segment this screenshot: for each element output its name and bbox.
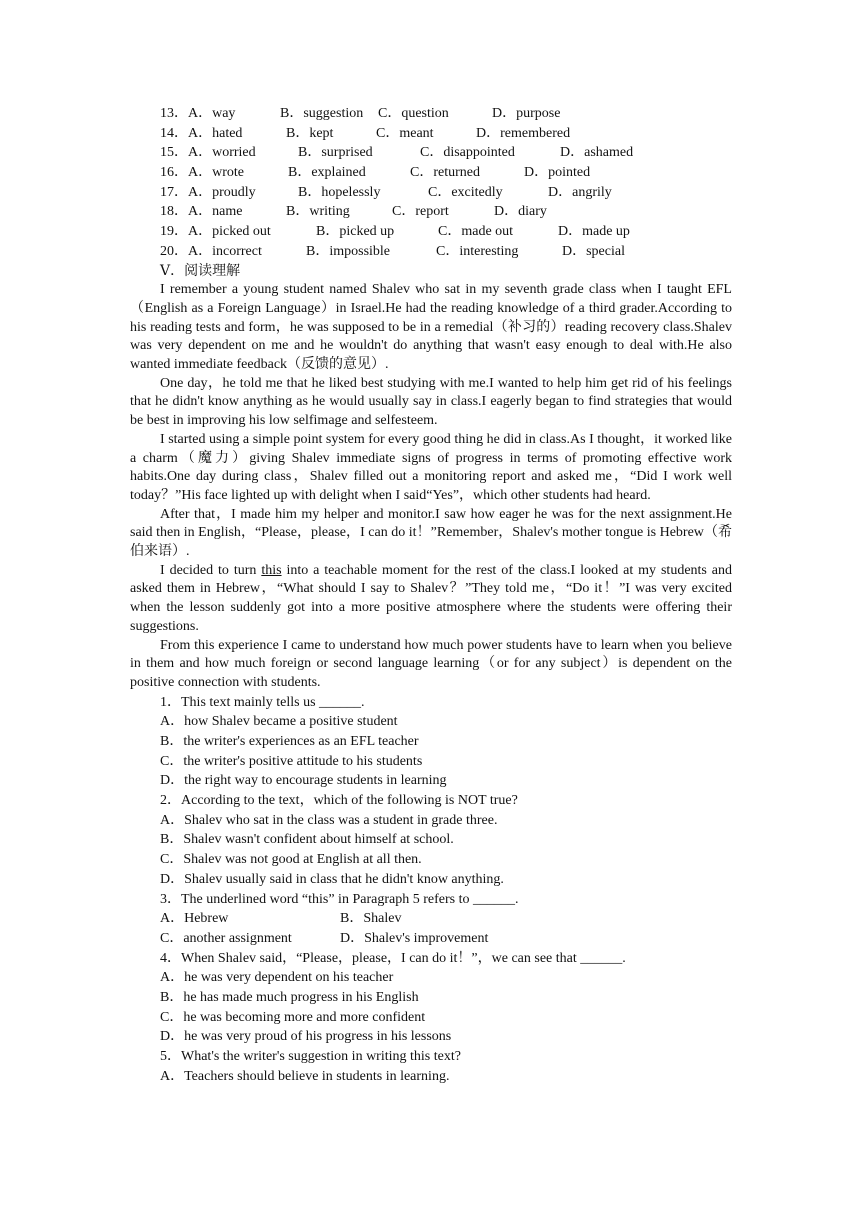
question-number: 19． [160,224,188,240]
option-c: C．the writer's positive attitude to his students [160,753,423,769]
p5-text-before: I decided to turn [160,562,262,578]
option-b: B．surprised [298,145,373,161]
section-title: Ⅴ．阅读理解 [160,263,241,279]
option-a: A．hated [188,125,243,141]
option-d: D．ashamed [560,145,634,161]
option-c: C．made out [438,224,514,240]
option-a: A．picked out [188,224,271,240]
option-d: D．special [562,243,625,259]
option-c: C．disappointed [420,145,515,161]
option-b: B．the writer's experiences as an EFL teacher [160,734,419,750]
passage-paragraph-6: From this experience I came to understand how much power students have to learn when you believe in them and how much foreign or second language learning（or for any subject）is dependent on the positive connection with students. [130,637,732,690]
question-number: 14． [160,125,188,141]
option-d: D．pointed [524,165,591,181]
option-a: A．wrote [188,165,244,181]
passage-paragraph-4: After that，I made him my helper and monitor.I saw how eager he was for the next assignment.He said then in English，“Please，please，I can do it！”Remember，Shalev's mother tongue is Hebrew（希伯来语）. [130,506,732,560]
cloze-option-row [130,183,732,203]
question-4 [130,949,732,1047]
option-d: D．diary [494,204,547,220]
option-a: A．incorrect [188,243,262,259]
option-d: D．made up [558,224,630,240]
cloze-option-row [130,143,732,163]
option-a: A．he was very dependent on his teacher [160,970,394,986]
option-b: B．he has made much progress in his English [160,989,419,1005]
passage-paragraph-1: I remember a young student named Shalev who sat in my seventh grade class when I taught EFL（English as a Foreign Language）in Israel.He had the reading knowledge of a third grader.According to his reading tests and form，he was supposed to be in a remedial（补习的）reading recovery class.Shalev was very dependent on me and he wouldn't do anything that wasn't easy enough to deal with.He also wanted immediate feedback（反馈的意见）. [130,282,732,372]
option-b: B．kept [286,125,334,141]
option-c: C．another assignment [160,930,292,946]
option-d: D．Shalev's improvement [340,930,489,946]
option-b: B．Shalev [340,911,402,927]
cloze-option-row [130,163,732,183]
question-number: 15． [160,145,188,161]
cloze-option-row [130,104,732,124]
question-number: 20． [160,243,188,259]
option-d: D．he was very proud of his progress in his lessons [160,1029,452,1045]
question-number: 16． [160,165,188,181]
option-c: C．report [392,204,449,220]
option-c: C．question [378,106,449,121]
question-number: 18． [160,204,188,220]
option-a: A．name [188,204,243,220]
question-number: 17． [160,184,188,200]
options-row-cd [130,929,732,949]
passage-paragraph-2: One day，he told me that he liked best studying with me.I wanted to help him get rid of his feelings that he didn't know anything as he would usually say in class.I eagerly began to find strategies that would be best in improving his low selfimage and selfesteem. [130,375,732,429]
option-c: C．interesting [436,243,519,259]
option-d: D．remembered [476,125,571,141]
option-c: C．returned [410,165,480,181]
cloze-option-row [130,222,732,242]
question-stem: 4．When Shalev said，“Please，please，I can do it！”，we can see that ______. [160,950,626,966]
question-stem: 3．The underlined word “this” in Paragraph 5 refers to ______. [160,891,519,907]
option-d: D．Shalev usually said in class that he didn't know anything. [160,871,504,887]
option-b: B．Shalev wasn't confident about himself at school. [160,832,454,848]
option-d: D．the right way to encourage students in learning [160,773,447,789]
option-d: D．angrily [548,184,612,200]
question-stem: 5．What's the writer's suggestion in writing this text? [160,1049,461,1065]
options-row-ab [130,909,732,929]
option-d: D．purpose [492,106,561,121]
option-a: A．worried [188,145,256,161]
option-a: A．Teachers should believe in students in learning. [160,1068,450,1084]
option-c: C．meant [376,125,434,141]
cloze-option-row [130,124,732,144]
question-2 [130,791,732,889]
option-a: A．how Shalev became a positive student [160,714,398,730]
cloze-option-row [130,242,732,262]
passage-paragraph-5 [130,562,732,637]
underlined-word-this: this [261,562,282,578]
option-b: B．explained [288,165,366,181]
p5-text-after: into a teachable moment for the rest of the class.I looked at my students and asked them in Hebrew，“What should I say to Shalev？”They told me，“Do it！”I was very excited when the lesson suddenly got into a more positive atmosphere where the students were offering their suggestions. [130,562,732,634]
cloze-options-block [130,104,732,262]
option-c: C．he was becoming more and more confident [160,1009,426,1025]
option-b: B．writing [286,204,350,220]
option-b: B．impossible [306,243,391,259]
question-5 [130,1047,732,1086]
worksheet-page [130,104,732,1086]
option-a: A．Shalev who sat in the class was a student in grade three. [160,812,498,828]
cloze-option-row [130,202,732,222]
option-c: C．Shalev was not good at English at all then. [160,852,422,868]
question-3 [130,890,732,949]
question-1 [130,693,732,791]
question-stem: 2．According to the text，which of the following is NOT true? [160,793,518,809]
option-b: B．picked up [316,224,395,240]
option-b: B．suggestion [280,106,364,121]
option-a: A．proudly [188,184,256,200]
option-a: A．Hebrew [160,911,229,927]
question-stem: 1．This text mainly tells us ______. [160,694,365,710]
option-b: B．hopelessly [298,184,381,200]
question-number: 13． [160,106,188,121]
option-a: A．way [188,106,236,121]
option-c: C．excitedly [428,184,503,200]
passage-paragraph-3: I started using a simple point system for every good thing he did in class.As I thought，it worked like a charm（魔力）giving Shalev immediate signs of progress in terms of promoting effective work habits.One day during class，Shalev filled out a monitoring report and asked me，“Did I work well today？”His face lighted up with delight when I said“Yes”，which other students had heard. [130,431,732,503]
